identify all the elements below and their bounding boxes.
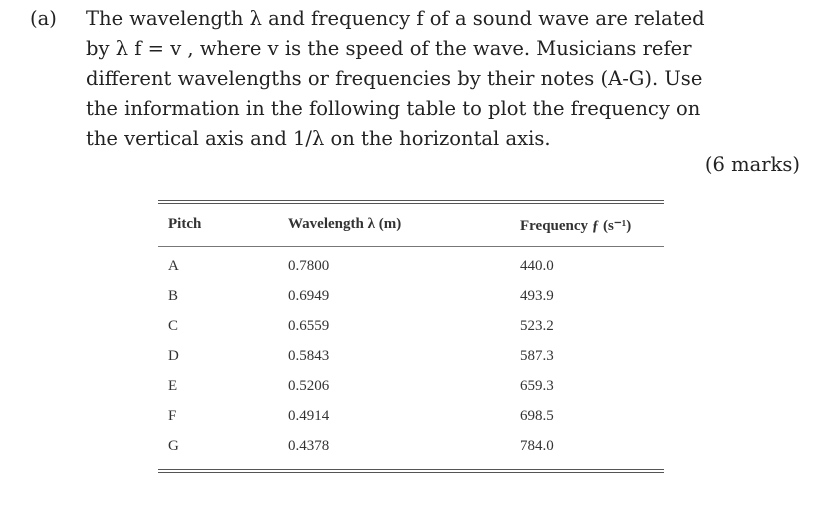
- cell-wavelength: 0.7800: [288, 258, 330, 274]
- cell-wavelength: 0.4914: [288, 408, 330, 424]
- question-line: different wavelengths or frequencies by their notes (A-G). Use: [86, 67, 703, 90]
- table-row: [158, 401, 664, 431]
- cell-wavelength: 0.6949: [288, 288, 330, 304]
- table-row: [158, 281, 664, 311]
- cell-pitch: D: [168, 348, 179, 364]
- question-line: by λ f = v , where v is the speed of the wave. Musicians refer: [86, 37, 692, 60]
- table-row: [158, 341, 664, 371]
- data-table: [158, 200, 664, 473]
- cell-frequency: 493.9: [520, 288, 554, 304]
- cell-wavelength: 0.6559: [288, 318, 330, 334]
- cell-frequency: 440.0: [520, 258, 554, 274]
- cell-frequency: 659.3: [520, 378, 554, 394]
- cell-pitch: G: [168, 438, 179, 454]
- header-frequency: Frequency ƒ (s⁻¹): [520, 218, 632, 234]
- cell-frequency: 587.3: [520, 348, 554, 364]
- header-wavelength: Wavelength λ (m): [288, 216, 402, 232]
- cell-pitch: A: [168, 258, 179, 274]
- cell-frequency: 784.0: [520, 438, 554, 454]
- question-line: the vertical axis and 1/λ on the horizontal axis.: [86, 127, 551, 150]
- cell-pitch: E: [168, 378, 178, 394]
- cell-wavelength: 0.4378: [288, 438, 330, 454]
- question-label: (a): [30, 7, 57, 30]
- question-line: the information in the following table to plot the frequency on: [86, 97, 701, 120]
- table-row: [158, 251, 664, 281]
- question-text: [86, 4, 800, 154]
- cell-frequency: 523.2: [520, 318, 554, 334]
- table-body: [158, 247, 664, 469]
- cell-pitch: F: [168, 408, 177, 424]
- cell-wavelength: 0.5206: [288, 378, 330, 394]
- question-line: The wavelength λ and frequency f of a sound wave are related: [86, 7, 705, 30]
- cell-wavelength: 0.5843: [288, 348, 330, 364]
- table-row: [158, 431, 664, 461]
- cell-pitch: C: [168, 318, 179, 334]
- question-block: [30, 4, 800, 154]
- marks-label: (6 marks): [704, 153, 800, 176]
- table-header-row: [158, 204, 664, 246]
- cell-frequency: 698.5: [520, 408, 554, 424]
- table-row: [158, 311, 664, 341]
- header-pitch: Pitch: [168, 216, 202, 232]
- table-row: [158, 371, 664, 401]
- table-bottom-rule: [158, 469, 664, 473]
- cell-pitch: B: [168, 288, 179, 304]
